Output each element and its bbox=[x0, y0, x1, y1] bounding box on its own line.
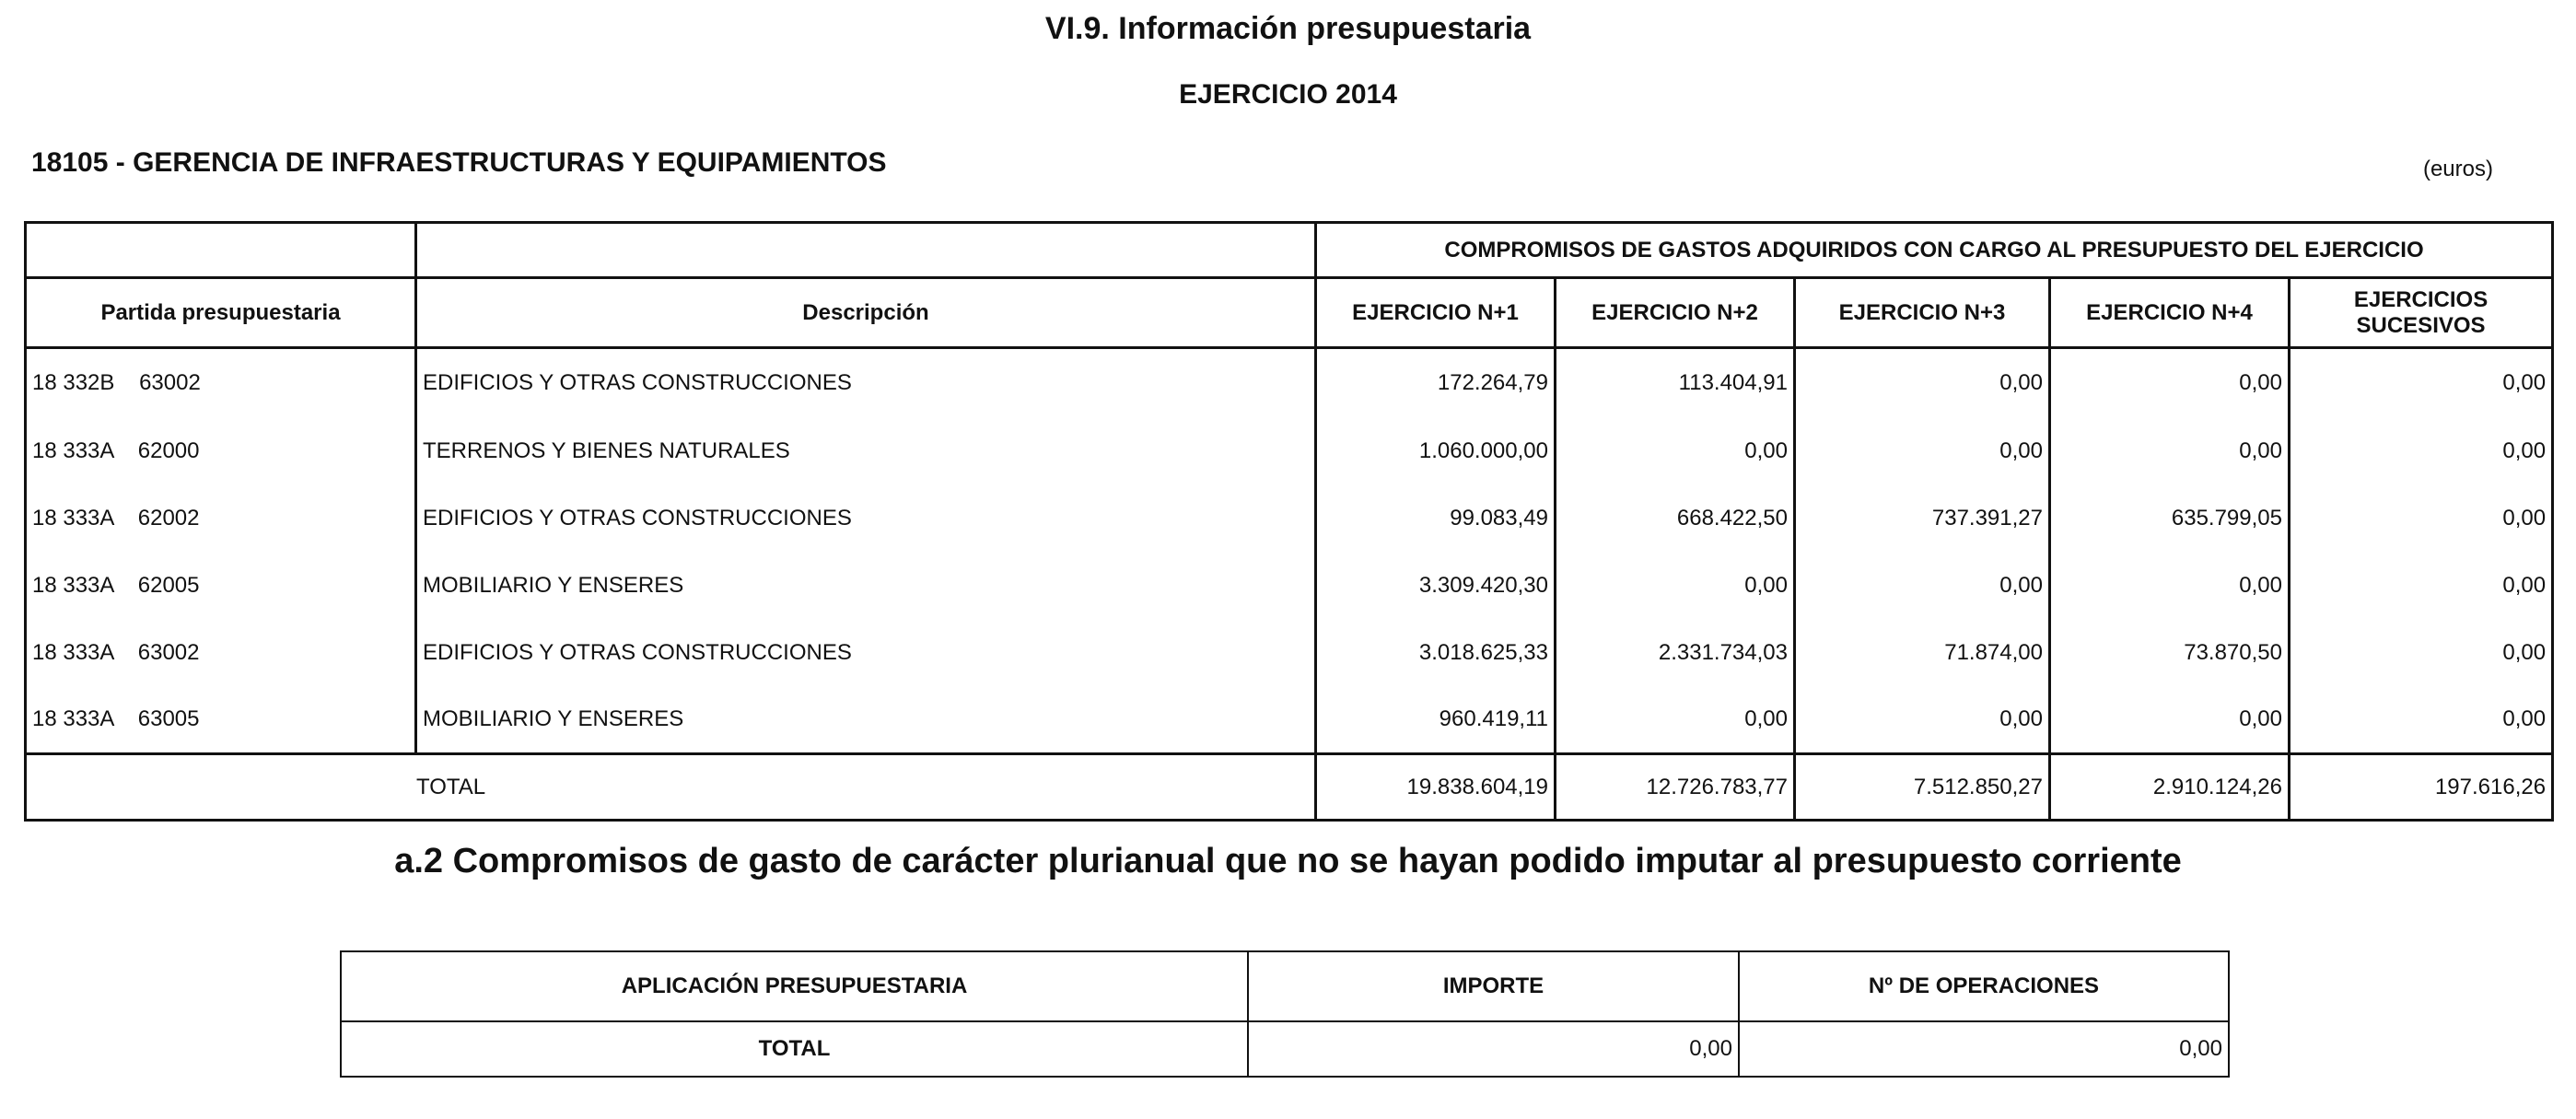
page-title: VI.9. Información presupuestaria bbox=[1044, 11, 1532, 46]
column-header-sucesivos: EJERCICIOS SUCESIVOS bbox=[2290, 278, 2553, 348]
header-blank-cell bbox=[416, 223, 1316, 278]
column-header-n2: EJERCICIO N+2 bbox=[1556, 278, 1795, 348]
column-header-n3: EJERCICIO N+3 bbox=[1795, 278, 2050, 348]
a2-total-operaciones: 0,00 bbox=[1739, 1021, 2229, 1077]
n2-cell: 0,00 bbox=[1556, 687, 1795, 754]
column-header-n1: EJERCICIO N+1 bbox=[1316, 278, 1556, 348]
n2-cell: 113.404,91 bbox=[1556, 348, 1795, 418]
total-label bbox=[26, 754, 1316, 821]
table-row bbox=[26, 553, 2553, 620]
n3-cell: 0,00 bbox=[1795, 348, 2050, 418]
a2-total-importe: 0,00 bbox=[1248, 1021, 1739, 1077]
partida-cell: 18 333A 63005 bbox=[26, 687, 416, 754]
column-header-descripcion: Descripción bbox=[416, 278, 1316, 348]
n1-cell: 960.419,11 bbox=[1316, 687, 1556, 754]
total-n2: 12.726.783,77 bbox=[1556, 754, 1795, 821]
n3-cell: 0,00 bbox=[1795, 418, 2050, 485]
descripcion-cell: TERRENOS Y BIENES NATURALES bbox=[416, 418, 1316, 485]
n2-cell: 0,00 bbox=[1556, 418, 1795, 485]
n3-cell: 737.391,27 bbox=[1795, 485, 2050, 553]
table-row bbox=[26, 485, 2553, 553]
total-sucesivos: 197.616,26 bbox=[2290, 754, 2553, 821]
page-subtitle: EJERCICIO 2014 bbox=[1179, 79, 1397, 110]
n3-cell: 0,00 bbox=[1795, 687, 2050, 754]
sucesivos-cell: 0,00 bbox=[2290, 687, 2553, 754]
units-label: (euros) bbox=[2422, 157, 2493, 181]
sucesivos-cell: 0,00 bbox=[2290, 485, 2553, 553]
descripcion-cell: EDIFICIOS Y OTRAS CONSTRUCCIONES bbox=[416, 485, 1316, 553]
n4-cell: 635.799,05 bbox=[2050, 485, 2290, 553]
n3-cell: 71.874,00 bbox=[1795, 620, 2050, 687]
n3-cell: 0,00 bbox=[1795, 553, 2050, 620]
commitments-table bbox=[24, 221, 2554, 822]
n4-cell: 0,00 bbox=[2050, 553, 2290, 620]
section-a2-title: a.2 Compromisos de gasto de carácter plurianual que no se hayan podido imputar al presupuesto corriente bbox=[394, 842, 2182, 880]
n4-cell: 73.870,50 bbox=[2050, 620, 2290, 687]
total-n1: 19.838.604,19 bbox=[1316, 754, 1556, 821]
group-header: COMPROMISOS DE GASTOS ADQUIRIDOS CON CARGO AL PRESUPUESTO DEL EJERCICIO bbox=[1316, 223, 2553, 278]
partida-cell: 18 333A 62000 bbox=[26, 418, 416, 485]
column-header-partida: Partida presupuestaria bbox=[26, 278, 416, 348]
descripcion-cell: EDIFICIOS Y OTRAS CONSTRUCCIONES bbox=[416, 348, 1316, 418]
partida-cell: 18 332B 63002 bbox=[26, 348, 416, 418]
n1-cell: 172.264,79 bbox=[1316, 348, 1556, 418]
n1-cell: 3.018.625,33 bbox=[1316, 620, 1556, 687]
table-row bbox=[26, 348, 2553, 418]
total-row bbox=[341, 1021, 2229, 1077]
total-n4: 2.910.124,26 bbox=[2050, 754, 2290, 821]
entity-heading: 18105 - GERENCIA DE INFRAESTRUCTURAS Y EQUIPAMIENTOS bbox=[31, 147, 887, 178]
descripcion-cell: EDIFICIOS Y OTRAS CONSTRUCCIONES bbox=[416, 620, 1316, 687]
a2-total-label: TOTAL bbox=[341, 1021, 1248, 1077]
table-row bbox=[26, 418, 2553, 485]
sucesivos-cell: 0,00 bbox=[2290, 620, 2553, 687]
n1-cell: 99.083,49 bbox=[1316, 485, 1556, 553]
n1-cell: 1.060.000,00 bbox=[1316, 418, 1556, 485]
header-blank-cell bbox=[26, 223, 416, 278]
table-row bbox=[26, 687, 2553, 754]
sucesivos-cell: 0,00 bbox=[2290, 418, 2553, 485]
partida-cell: 18 333A 63002 bbox=[26, 620, 416, 687]
n2-cell: 0,00 bbox=[1556, 553, 1795, 620]
column-header-importe: IMPORTE bbox=[1248, 951, 1739, 1021]
partida-cell: 18 333A 62002 bbox=[26, 485, 416, 553]
n4-cell: 0,00 bbox=[2050, 348, 2290, 418]
sucesivos-cell: 0,00 bbox=[2290, 553, 2553, 620]
table-row bbox=[26, 620, 2553, 687]
partida-cell: 18 333A 62005 bbox=[26, 553, 416, 620]
total-n3: 7.512.850,27 bbox=[1795, 754, 2050, 821]
n2-cell: 668.422,50 bbox=[1556, 485, 1795, 553]
column-header-n4: EJERCICIO N+4 bbox=[2050, 278, 2290, 348]
column-header-aplicacion: APLICACIÓN PRESUPUESTARIA bbox=[341, 951, 1248, 1021]
column-header-operaciones: Nº DE OPERACIONES bbox=[1739, 951, 2229, 1021]
n4-cell: 0,00 bbox=[2050, 687, 2290, 754]
n1-cell: 3.309.420,30 bbox=[1316, 553, 1556, 620]
sucesivos-cell: 0,00 bbox=[2290, 348, 2553, 418]
descripcion-cell: MOBILIARIO Y ENSERES bbox=[416, 553, 1316, 620]
n2-cell: 2.331.734,03 bbox=[1556, 620, 1795, 687]
plurianual-table bbox=[340, 950, 2230, 1078]
n4-cell: 0,00 bbox=[2050, 418, 2290, 485]
total-label-text: TOTAL bbox=[416, 774, 486, 799]
descripcion-cell: MOBILIARIO Y ENSERES bbox=[416, 687, 1316, 754]
total-row bbox=[26, 754, 2553, 821]
